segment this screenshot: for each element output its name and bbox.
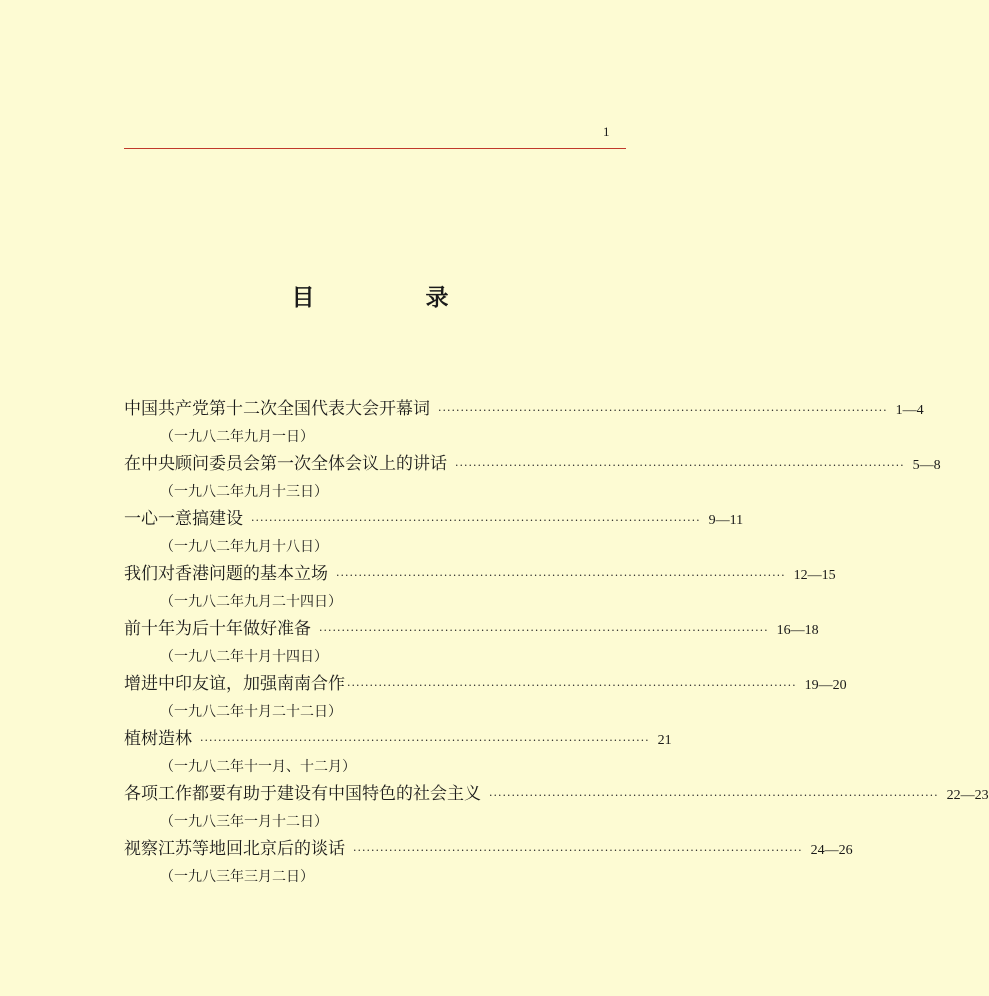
toc-entry[interactable]	[124, 616, 819, 671]
toc-line	[124, 781, 989, 808]
dot-leader: ····································································································	[200, 734, 650, 747]
toc-list	[124, 396, 989, 891]
toc-entry-date: （一九八二年十月二十二日）	[160, 704, 342, 720]
toc-title: 目 录	[291, 285, 493, 311]
toc-entry-date: （一九八二年九月二十四日）	[160, 594, 342, 610]
toc-entry-date: （一九八三年一月十二日）	[160, 814, 328, 830]
toc-entry-date: （一九八二年十一月、十二月）	[160, 759, 356, 775]
toc-entry[interactable]	[124, 671, 847, 726]
toc-entry-title[interactable]: 视察江苏等地回北京后的谈话	[124, 839, 345, 859]
toc-line	[124, 671, 847, 698]
toc-entry-pages: 21	[657, 733, 672, 748]
toc-entry-pages: 9—11	[708, 513, 744, 528]
page-number: 1	[603, 124, 610, 139]
toc-entry-pages: 5—8	[912, 458, 941, 473]
toc-line	[124, 616, 819, 643]
toc-line	[124, 561, 836, 588]
toc-line	[124, 396, 924, 423]
toc-entry-title[interactable]: 在中央顾问委员会第一次全体会议上的讲话	[124, 454, 447, 474]
toc-line	[124, 506, 744, 533]
toc-entry-date: （一九八二年九月一日）	[160, 429, 314, 445]
dot-leader: ····································································································	[438, 404, 888, 417]
toc-entry-date: （一九八二年九月十三日）	[160, 484, 328, 500]
toc-entry-date: （一九八三年三月二日）	[160, 869, 314, 885]
header-rule	[124, 148, 626, 149]
dot-leader: ····································································································	[353, 844, 803, 857]
toc-entry-pages: 12—15	[793, 568, 836, 583]
toc-line	[124, 451, 941, 478]
toc-entry[interactable]	[124, 396, 924, 451]
toc-entry-title[interactable]: 中国共产党第十二次全国代表大会开幕词	[124, 399, 430, 419]
toc-entry-pages: 19—20	[804, 678, 847, 693]
toc-entry-title[interactable]: 一心一意搞建设	[124, 509, 243, 529]
toc-entry-title[interactable]: 增进中印友谊，加强南南合作	[124, 674, 345, 694]
toc-entry[interactable]	[124, 836, 853, 891]
toc-entry-title[interactable]: 前十年为后十年做好准备	[124, 619, 311, 639]
toc-line	[124, 726, 672, 753]
toc-entry-pages: 22—23	[946, 788, 989, 803]
toc-entry[interactable]	[124, 726, 672, 781]
toc-entry-pages: 1—4	[895, 403, 924, 418]
toc-entry[interactable]	[124, 451, 941, 506]
toc-entry-date: （一九八二年十月十四日）	[160, 649, 328, 665]
toc-entry[interactable]	[124, 561, 836, 616]
toc-entry[interactable]	[124, 781, 989, 836]
toc-entry-title[interactable]: 我们对香港问题的基本立场	[124, 564, 328, 584]
dot-leader: ····································································································	[336, 569, 786, 582]
toc-entry-pages: 16—18	[776, 623, 819, 638]
toc-entry[interactable]	[124, 506, 744, 561]
toc-entry-pages: 24—26	[810, 843, 853, 858]
dot-leader: ····································································································	[251, 514, 701, 527]
toc-entry-title[interactable]: 各项工作都要有助于建设有中国特色的社会主义	[124, 784, 481, 804]
dot-leader: ····································································································	[347, 679, 797, 692]
dot-leader: ····································································································	[489, 789, 939, 802]
dot-leader: ····································································································	[319, 624, 769, 637]
dot-leader: ····································································································	[455, 459, 905, 472]
toc-entry-title[interactable]: 植树造林	[124, 729, 192, 749]
toc-line	[124, 836, 853, 863]
toc-entry-date: （一九八二年九月十八日）	[160, 539, 328, 555]
